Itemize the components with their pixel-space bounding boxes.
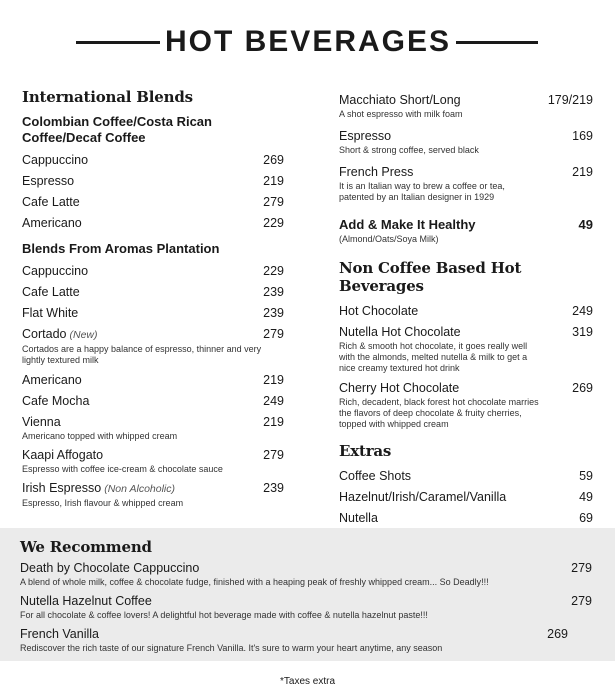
item-name: Nutella [339, 511, 378, 525]
item-price: 239 [263, 285, 284, 299]
item-name: French Vanilla [20, 627, 99, 641]
item-name: Cappuccino [22, 264, 89, 278]
item-price: 179/219 [547, 93, 593, 107]
menu-item [339, 164, 593, 203]
item-name: Espresso [22, 174, 75, 188]
item-name: Vienna [22, 415, 61, 429]
item-name: French Press [339, 165, 414, 179]
recommend-panel [0, 528, 615, 661]
item-name: Cafe Latte [22, 195, 80, 209]
menu-item [22, 284, 284, 300]
item-name: Americano [22, 216, 82, 230]
menu-item [22, 305, 284, 321]
item-price: 279 [571, 561, 592, 575]
item-name: Kaapi Affogato [22, 448, 104, 462]
menu-item [22, 326, 284, 366]
item-name: Hot Chocolate [339, 304, 419, 318]
group-aromas [22, 241, 284, 509]
item-name: Add & Make It Healthy [339, 217, 476, 232]
item-price: 269 [572, 381, 593, 395]
item-name: Death by Chocolate Cappuccino [20, 561, 200, 575]
right-column [339, 88, 593, 530]
item-name-wrap [22, 480, 175, 497]
item-price: 49 [578, 217, 593, 232]
item-price: 319 [572, 325, 593, 339]
item-price: 169 [572, 129, 593, 143]
item-price: 249 [263, 394, 284, 408]
item-price: 279 [571, 594, 592, 608]
menu-item [22, 194, 284, 210]
menu-item [22, 414, 284, 442]
item-description: It is an Italian way to brew a coffee or tea, patented by an Italian designer in 1929 [339, 181, 505, 202]
item-price: 49 [579, 490, 593, 504]
item-price: 279 [263, 195, 284, 209]
menu-title-block [0, 22, 615, 62]
menu-item [22, 263, 284, 279]
item-price: 219 [263, 373, 284, 387]
section-heading-international: International Blends [22, 88, 193, 106]
item-note: (New) [69, 329, 98, 341]
item-name: Hazelnut/Irish/Caramel/Vanilla [339, 490, 507, 504]
menu-item [339, 468, 593, 484]
item-description: Espresso with coffee ice-cream & chocolate sauce [22, 464, 223, 474]
menu-item [20, 560, 592, 588]
item-description: Espresso, Irish flavour & whipped cream [22, 498, 184, 508]
group-colombian [22, 114, 284, 231]
item-name: Cafe Latte [22, 285, 80, 299]
item-price: 59 [579, 469, 593, 483]
item-price: 269 [547, 627, 568, 641]
item-price: 239 [263, 306, 284, 320]
group-heading: Blends From Aromas Plantation [22, 241, 220, 256]
item-description: Short & strong coffee, served black [339, 145, 479, 155]
menu-item [22, 152, 284, 168]
item-price: 219 [263, 174, 284, 188]
item-description: For all chocolate & coffee lovers! A delightful hot beverage made with coffee & nutella hazelnut paste!!! [20, 610, 428, 620]
item-name: Macchiato Short/Long [339, 93, 461, 107]
menu-item [339, 92, 593, 120]
item-price: 229 [263, 216, 284, 230]
item-description: Cortados are a happy balance of espresso, thinner and very lightly textured milk [22, 344, 262, 365]
item-description: A shot espresso with milk foam [339, 109, 463, 119]
recommend-list [20, 538, 592, 659]
item-price: 269 [263, 153, 284, 167]
menu-item-healthy [339, 217, 593, 245]
item-price: 229 [263, 264, 284, 278]
item-price: 279 [263, 448, 284, 462]
item-name: Cappuccino [22, 153, 89, 167]
item-name: Cafe Mocha [22, 394, 90, 408]
item-price: 219 [572, 165, 593, 179]
item-description: (Almond/Oats/Soya Milk) [339, 234, 439, 244]
taxes-note: *Taxes extra [279, 676, 336, 687]
item-name: Espresso [339, 129, 392, 143]
item-price: 249 [572, 304, 593, 318]
item-name: Americano [22, 373, 82, 387]
menu-item [22, 447, 284, 475]
menu-item [339, 380, 593, 430]
left-column [22, 88, 284, 513]
section-heading-recommend: We Recommend [20, 538, 152, 556]
menu-item [339, 489, 593, 505]
menu-item [339, 128, 593, 156]
menu-item [22, 480, 284, 509]
item-description: Rediscover the rich taste of our signature French Vanilla. It's sure to warm your heart anytime, any season [20, 643, 443, 653]
group-heading: Colombian Coffee/Costa Rican Coffee/Decaf Coffee [22, 114, 212, 145]
section-heading-non-coffee: Non Coffee Based Hot Beverages [339, 259, 522, 295]
page-title: HOT BEVERAGES [160, 22, 456, 62]
menu-item [20, 626, 592, 654]
menu-item [339, 303, 593, 319]
item-note: (Non Alcoholic) [104, 483, 176, 495]
section-heading-extras: Extras [339, 442, 392, 460]
item-price: 69 [579, 511, 593, 525]
item-name-wrap [22, 326, 97, 343]
item-price: 239 [263, 481, 284, 495]
item-description: Rich & smooth hot chocolate, it goes really well with the almonds, melted nutella & milk to get a nice creamy textured hot drink [339, 341, 528, 373]
item-description: A blend of whole milk, coffee & chocolate fudge, finished with a heaping peak of freshly whipped cream... So Deadly!!! [20, 577, 489, 587]
menu-item [339, 510, 593, 526]
item-name: Nutella Hot Chocolate [339, 325, 461, 339]
menu-item [22, 215, 284, 231]
item-name: Flat White [22, 306, 79, 320]
menu-item [22, 372, 284, 388]
item-description: Rich, decadent, black forest hot chocolate marries the flavors of deep chocolate & fruity cherries, topped with whipped cream [339, 397, 539, 429]
menu-item [339, 324, 593, 374]
menu-item [22, 393, 284, 409]
menu-item [20, 593, 592, 621]
item-price: 219 [263, 415, 284, 429]
menu-item [22, 173, 284, 189]
item-name: Nutella Hazelnut Coffee [20, 594, 152, 608]
item-description: Americano topped with whipped cream [22, 431, 178, 441]
item-name: Coffee Shots [339, 469, 412, 483]
item-name: Cortado [22, 327, 67, 341]
item-name: Cherry Hot Chocolate [339, 381, 460, 395]
item-name: Irish Espresso [22, 481, 102, 495]
item-price: 279 [263, 327, 284, 341]
